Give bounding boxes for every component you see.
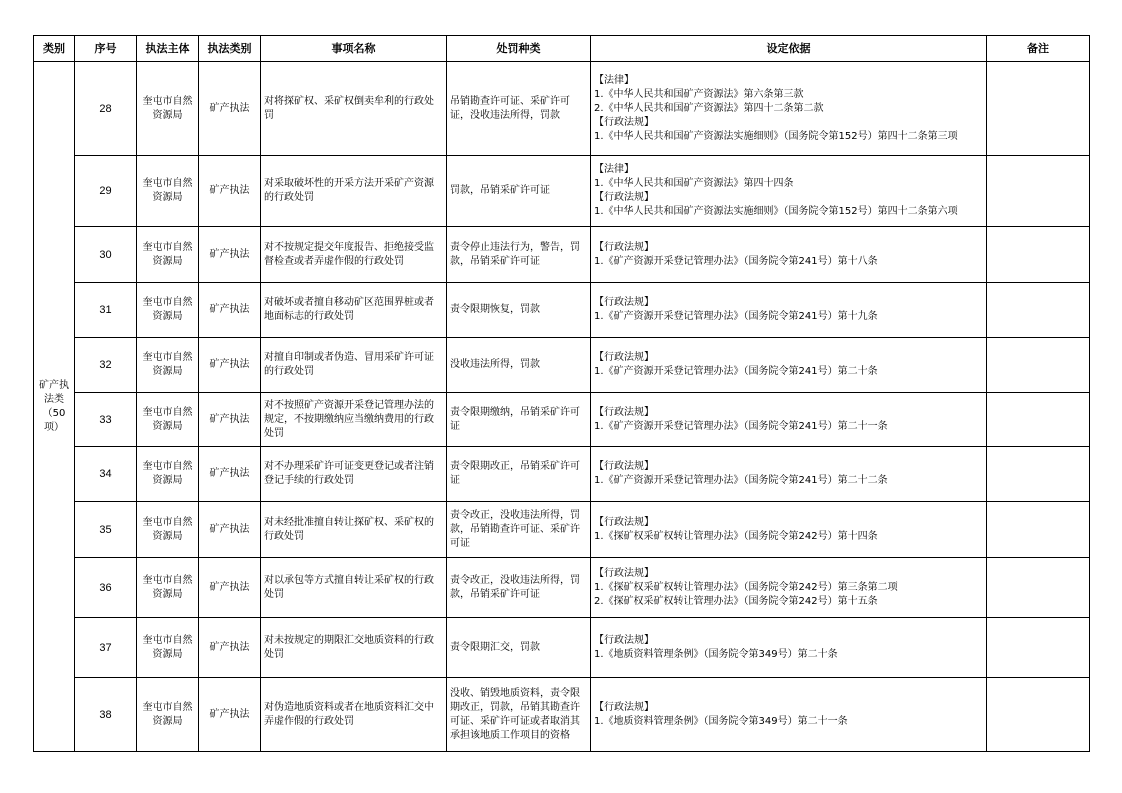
- row-penalty: 责令改正，没收违法所得，罚款，吊销勘查许可证、采矿许可证: [447, 502, 591, 558]
- row-subject: 奎屯市自然资源局: [137, 618, 199, 678]
- basis-line: 【行政法规】: [594, 297, 654, 308]
- basis-line: 1.《地质资料管理条例》（国务院令第349号）第二十条: [594, 648, 838, 660]
- row-penalty: 责令限期改正，吊销采矿许可证: [447, 447, 591, 502]
- row-type: 矿产执法: [199, 283, 261, 338]
- row-penalty: 罚款，吊销采矿许可证: [447, 156, 591, 227]
- row-subject: 奎屯市自然资源局: [137, 62, 199, 156]
- row-penalty: 吊销勘查许可证、采矿许可证，没收违法所得，罚款: [447, 62, 591, 156]
- basis-line: 2.《中华人民共和国矿产资源法》第四十二条第二款: [594, 102, 824, 114]
- row-penalty: 责令限期缴纳，吊销采矿许可证: [447, 393, 591, 447]
- row-item-name: 对擅自印制或者伪造、冒用采矿许可证的行政处罚: [261, 338, 447, 393]
- table-row: [34, 283, 1090, 338]
- row-type: 矿产执法: [199, 678, 261, 752]
- basis-line: 1.《矿产资源开采登记管理办法》（国务院令第241号）第十八条: [594, 255, 878, 267]
- basis-line: 【行政法规】: [594, 516, 654, 528]
- row-basis: [591, 338, 987, 393]
- row-penalty: 没收违法所得，罚款: [447, 338, 591, 393]
- row-item-name: 对不按照矿产资源开采登记管理办法的规定，不按期缴纳应当缴纳费用的行政处罚: [261, 393, 447, 447]
- row-item-name: 对未经批准擅自转让探矿权、采矿权的行政处罚: [261, 502, 447, 558]
- row-remark: [987, 618, 1090, 678]
- basis-line: 1.《矿产资源开采登记管理办法》（国务院令第241号）第二十条: [594, 366, 878, 377]
- row-penalty: 责令改正，没收违法所得，罚款，吊销采矿许可证: [447, 558, 591, 618]
- header-type: 执法类别: [199, 36, 261, 62]
- row-subject: 奎屯市自然资源局: [137, 283, 199, 338]
- row-number: 36: [75, 558, 137, 618]
- row-basis: [591, 558, 987, 618]
- row-type: 矿产执法: [199, 227, 261, 283]
- enforcement-table: [33, 35, 1090, 752]
- header-remark: 备注: [987, 36, 1090, 62]
- row-type: 矿产执法: [199, 447, 261, 502]
- table-row: [34, 156, 1090, 227]
- row-type: 矿产执法: [199, 338, 261, 393]
- row-type: 矿产执法: [199, 156, 261, 227]
- row-subject: 奎屯市自然资源局: [137, 502, 199, 558]
- row-number: 37: [75, 618, 137, 678]
- row-remark: [987, 156, 1090, 227]
- row-basis: [591, 447, 987, 502]
- table-row: [34, 558, 1090, 618]
- row-remark: [987, 558, 1090, 618]
- row-basis: [591, 227, 987, 283]
- basis-line: 1.《中华人民共和国矿产资源法实施细则》（国务院令第152号）第四十二条第三项: [594, 130, 958, 142]
- row-penalty: 责令限期汇交，罚款: [447, 618, 591, 678]
- header-basis: 设定依据: [591, 36, 987, 62]
- row-type: 矿产执法: [199, 618, 261, 678]
- row-number: 35: [75, 502, 137, 558]
- row-item-name: 对不办理采矿许可证变更登记或者注销登记手续的行政处罚: [261, 447, 447, 502]
- row-penalty: 责令限期恢复，罚款: [447, 283, 591, 338]
- category-cell: 矿产执法类（50项）: [34, 62, 75, 752]
- row-subject: 奎屯市自然资源局: [137, 447, 199, 502]
- table-row: [34, 393, 1090, 447]
- basis-line: 【行政法规】: [594, 352, 654, 363]
- basis-line: 2.《探矿权采矿权转让管理办法》（国务院令第242号）第十五条: [594, 595, 878, 607]
- row-subject: 奎屯市自然资源局: [137, 678, 199, 752]
- row-item-name: 对不按规定提交年度报告、拒绝接受监督检查或者弄虚作假的行政处罚: [261, 227, 447, 283]
- header-category: 类别: [34, 36, 75, 62]
- basis-line: 【行政法规】: [594, 406, 654, 418]
- row-number: 34: [75, 447, 137, 502]
- table-row: [34, 502, 1090, 558]
- basis-line: 【法律】: [594, 164, 634, 175]
- row-remark: [987, 283, 1090, 338]
- table-body: [34, 62, 1090, 752]
- basis-line: 【行政法规】: [594, 567, 654, 579]
- row-remark: [987, 393, 1090, 447]
- row-basis: [591, 283, 987, 338]
- row-subject: 奎屯市自然资源局: [137, 156, 199, 227]
- row-number: 32: [75, 338, 137, 393]
- row-type: 矿产执法: [199, 62, 261, 156]
- basis-line: 【行政法规】: [594, 192, 654, 203]
- header-subject: 执法主体: [137, 36, 199, 62]
- table-row: [34, 618, 1090, 678]
- row-item-name: 对破坏或者擅自移动矿区范围界桩或者地面标志的行政处罚: [261, 283, 447, 338]
- row-penalty: 没收、销毁地质资料，责令限期改正，罚款，吊销其勘查许可证、采矿许可证或者取消其承担该地质工作项目的资格: [447, 678, 591, 752]
- basis-line: 1.《矿产资源开采登记管理办法》（国务院令第241号）第二十二条: [594, 475, 888, 486]
- row-item-name: 对将探矿权、采矿权倒卖牟利的行政处罚: [261, 62, 447, 156]
- basis-line: 【行政法规】: [594, 634, 654, 646]
- basis-line: 【行政法规】: [594, 241, 654, 253]
- basis-line: 【行政法规】: [594, 116, 654, 128]
- table-row: [34, 62, 1090, 156]
- basis-line: 【行政法规】: [594, 461, 654, 472]
- row-basis: [591, 156, 987, 227]
- row-number: 38: [75, 678, 137, 752]
- table-row: [34, 447, 1090, 502]
- row-number: 31: [75, 283, 137, 338]
- row-basis: [591, 393, 987, 447]
- basis-line: 1.《矿产资源开采登记管理办法》（国务院令第241号）第二十一条: [594, 420, 888, 432]
- row-subject: 奎屯市自然资源局: [137, 338, 199, 393]
- table-row: [34, 678, 1090, 752]
- row-penalty: 责令停止违法行为，警告，罚款，吊销采矿许可证: [447, 227, 591, 283]
- row-basis: [591, 62, 987, 156]
- row-remark: [987, 502, 1090, 558]
- row-number: 28: [75, 62, 137, 156]
- basis-line: 1.《中华人民共和国矿产资源法》第六条第三款: [594, 88, 804, 100]
- row-remark: [987, 227, 1090, 283]
- row-number: 30: [75, 227, 137, 283]
- table-row: [34, 227, 1090, 283]
- basis-line: 1.《矿产资源开采登记管理办法》（国务院令第241号）第十九条: [594, 311, 878, 322]
- basis-line: 【行政法规】: [594, 701, 654, 713]
- row-basis: [591, 502, 987, 558]
- row-item-name: 对以承包等方式擅自转让采矿权的行政处罚: [261, 558, 447, 618]
- row-remark: [987, 338, 1090, 393]
- basis-line: 【法律】: [594, 74, 634, 86]
- row-remark: [987, 678, 1090, 752]
- basis-line: 1.《探矿权采矿权转让管理办法》（国务院令第242号）第十四条: [594, 530, 878, 542]
- row-type: 矿产执法: [199, 558, 261, 618]
- row-subject: 奎屯市自然资源局: [137, 227, 199, 283]
- basis-line: 1.《地质资料管理条例》（国务院令第349号）第二十一条: [594, 715, 848, 727]
- row-basis: [591, 618, 987, 678]
- row-type: 矿产执法: [199, 502, 261, 558]
- header-number: 序号: [75, 36, 137, 62]
- row-number: 33: [75, 393, 137, 447]
- header-penalty: 处罚种类: [447, 36, 591, 62]
- row-subject: 奎屯市自然资源局: [137, 393, 199, 447]
- row-type: 矿产执法: [199, 393, 261, 447]
- basis-line: 1.《中华人民共和国矿产资源法实施细则》（国务院令第152号）第四十二条第六项: [594, 206, 958, 217]
- basis-line: 1.《探矿权采矿权转让管理办法》（国务院令第242号）第三条第二项: [594, 581, 898, 593]
- row-basis: [591, 678, 987, 752]
- row-subject: 奎屯市自然资源局: [137, 558, 199, 618]
- row-item-name: 对采取破坏性的开采方法开采矿产资源的行政处罚: [261, 156, 447, 227]
- header-row: [34, 36, 1090, 62]
- row-number: 29: [75, 156, 137, 227]
- row-item-name: 对未按规定的期限汇交地质资料的行政处罚: [261, 618, 447, 678]
- row-remark: [987, 447, 1090, 502]
- header-item-name: 事项名称: [261, 36, 447, 62]
- basis-line: 1.《中华人民共和国矿产资源法》第四十四条: [594, 178, 794, 189]
- row-item-name: 对伪造地质资料或者在地质资料汇交中弄虚作假的行政处罚: [261, 678, 447, 752]
- table-row: [34, 338, 1090, 393]
- row-remark: [987, 62, 1090, 156]
